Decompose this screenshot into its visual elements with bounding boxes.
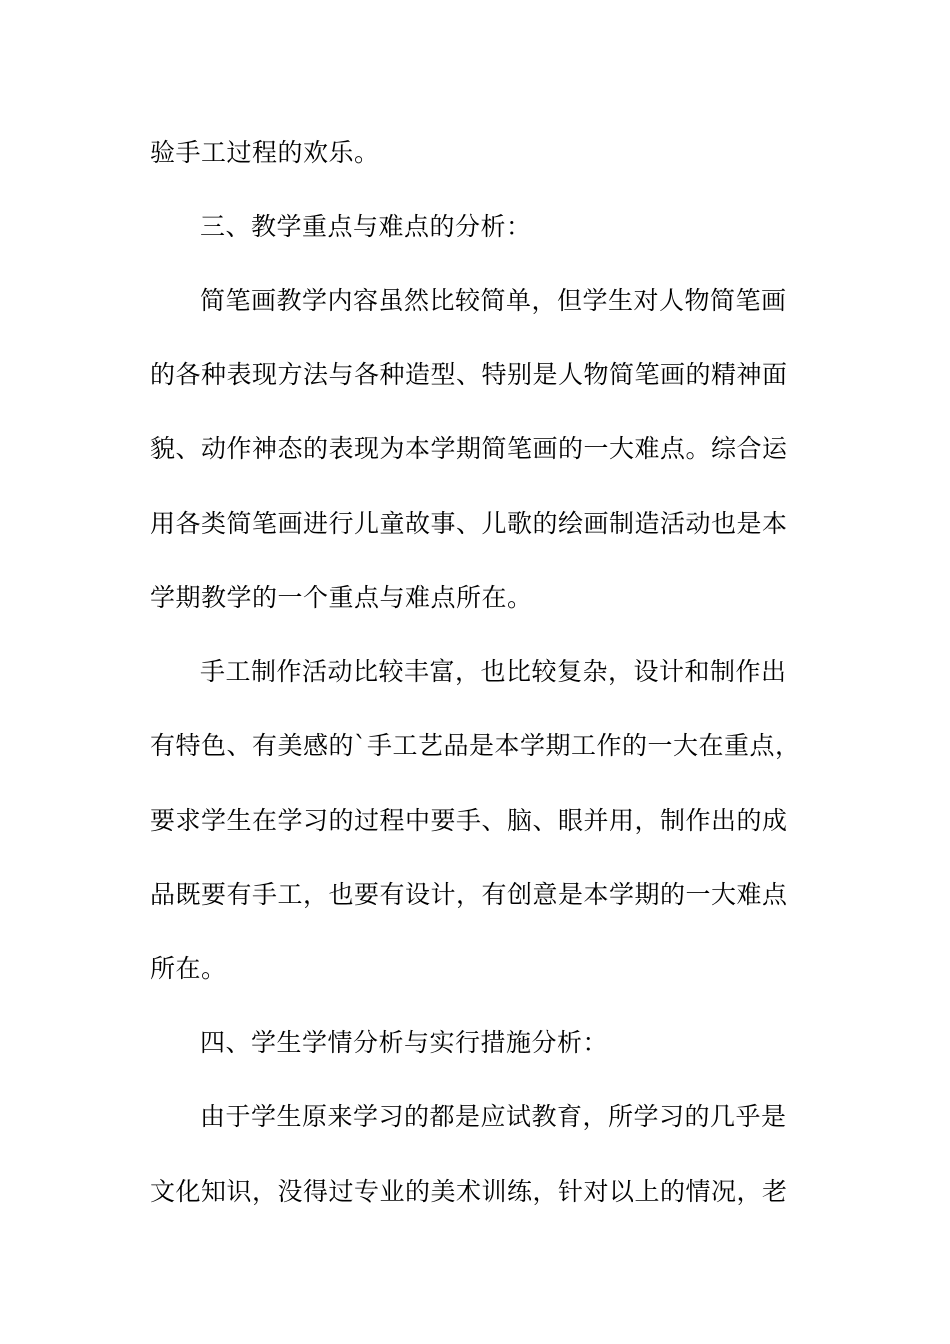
text-line: 手工制作活动比较丰富，也比较复杂，设计和制作出 [200, 657, 787, 686]
text-line: 验手工过程的欢乐。 [150, 138, 380, 167]
text-line: 品既要有手工，也要有设计，有创意是本学期的一大难点 [150, 880, 788, 909]
text-line: 貌、动作神态的表现为本学期简笔画的一大难点。综合运 [150, 434, 788, 463]
text-line: 用各类简笔画进行儿童故事、儿歌的绘画制造活动也是本 [150, 509, 788, 538]
text-line: 简笔画教学内容虽然比较简单，但学生对人物简笔画 [200, 286, 787, 315]
text-line: 有特色、有美感的`手工艺品是本学期工作的一大在重点， [150, 731, 801, 760]
text-line: 学期教学的一个重点与难点所在。 [150, 583, 533, 612]
text-line: 的各种表现方法与各种造型、特别是人物简笔画的精神面 [150, 360, 788, 389]
section-heading: 三、教学重点与难点的分析： [200, 212, 532, 241]
section-heading: 四、学生学情分析与实行措施分析： [200, 1028, 609, 1057]
text-line: 所在。 [150, 954, 227, 983]
text-line: 要求学生在学习的过程中要手、脑、眼并用，制作出的成 [150, 806, 788, 835]
text-line: 文化知识，没得过专业的美术训练，针对以上的情况，老 [150, 1177, 788, 1206]
text-line: 由于学生原来学习的都是应试教育，所学习的几乎是 [200, 1102, 787, 1131]
